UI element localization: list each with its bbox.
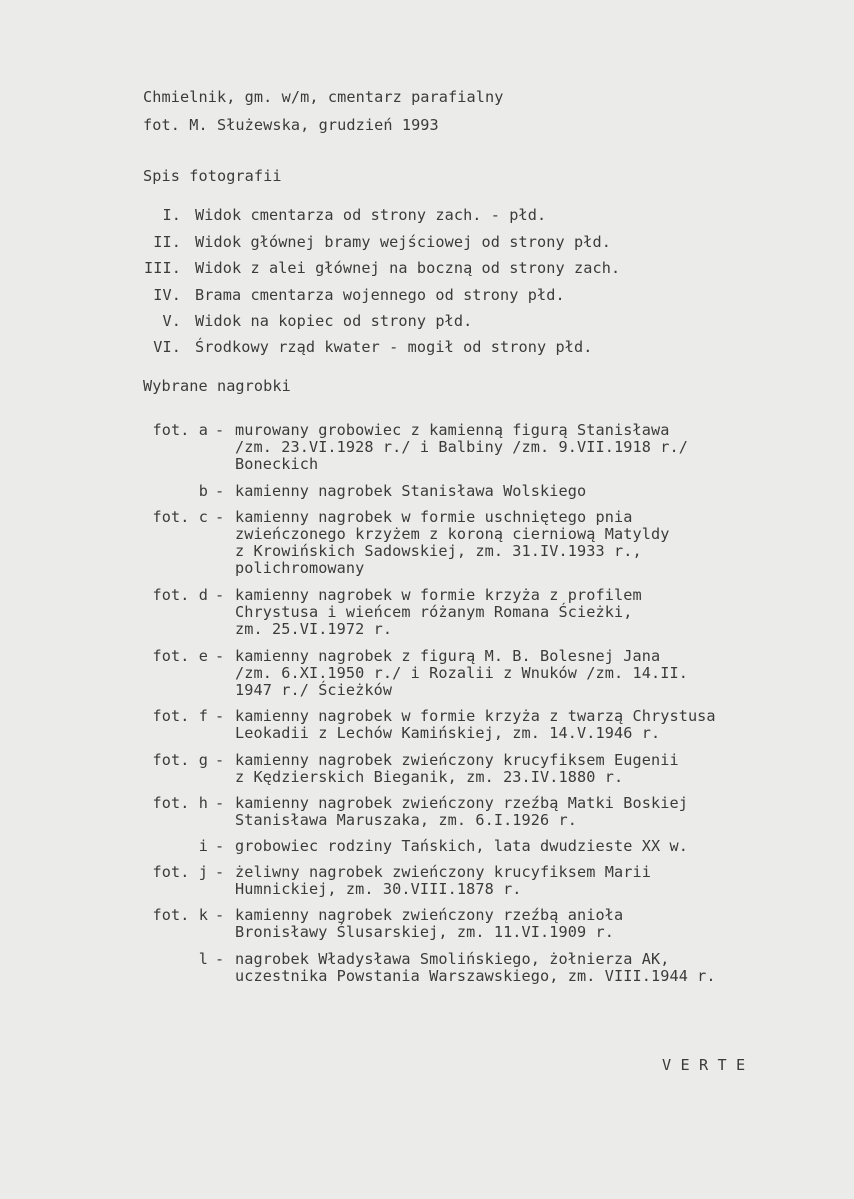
entry-text-line: kamienny nagrobek zwieńczony rzeźbą Matki Boskiej [235,794,688,812]
entry-text-line: kamienny nagrobek zwieńczony krucyfiksem Eugenii [235,751,679,769]
entry-label: fot. d [152,586,208,604]
photo-list-text: Środkowy rząd kwater - mogił od strony płd. [195,338,593,356]
entry-text-line: z Krowińskich Sadowskiej, zm. 31.IV.1933 r., [235,542,642,560]
entry-dash: - [215,421,225,439]
photo-list-number: V. [162,312,181,330]
entry-dash: - [215,647,225,665]
entry-dash: - [215,482,225,500]
entry-label: fot. g [152,751,208,769]
entry-text-line: kamienny nagrobek w formie krzyża z twarzą Chrystusa [235,707,716,725]
entry-text-line: grobowiec rodziny Tańskich, lata dwudzieste XX w. [235,837,688,855]
entry-text-line: żeliwny nagrobek zwieńczony krucyfiksem Marii [235,863,651,881]
photo-list-text: Widok z alei głównej na boczną od strony zach. [195,259,621,277]
entry-text-line: uczestnika Powstania Warszawskiego, zm. VIII.1944 r. [235,967,716,985]
entry-dash: - [215,508,225,526]
photo-list-number: III. [144,259,181,277]
entry-text-line: zwieńczonego krzyżem z koroną cierniową Matyldy [235,525,670,543]
photo-list-number: IV. [153,286,181,304]
photo-list-text: Brama cmentarza wojennego od strony płd. [195,286,565,304]
entry-label: fot. f [152,707,208,725]
entry-dash: - [215,586,225,604]
entry-text-line: nagrobek Władysława Smolińskiego, żołnierza AK, [235,950,670,968]
verte-note: V E R T E [662,1056,746,1074]
entry-text-line: Leokadii z Lechów Kamińskiej, zm. 14.V.1946 r. [235,724,661,742]
entry-text-line: Bronisławy Ślusarskiej, zm. 11.VI.1909 r. [235,923,614,941]
entry-label: fot. e [152,647,208,665]
entry-text-line: z Kędzierskich Bieganik, zm. 23.IV.1880 r. [235,768,624,786]
entry-text-line: Boneckich [235,455,319,473]
tombstones-heading: Wybrane nagrobki [143,377,291,395]
location-line: Chmielnik, gm. w/m, cmentarz parafialny [143,88,504,106]
entry-dash: - [215,837,225,855]
entry-text-line: kamienny nagrobek zwieńczony rzeźbą anioła [235,906,624,924]
entry-text-line: kamienny nagrobek Stanisława Wolskiego [235,482,587,500]
entry-text-line: Humnickiej, zm. 30.VIII.1878 r. [235,880,522,898]
entry-dash: - [215,751,225,769]
entry-dash: - [215,950,225,968]
entry-label: fot. a [152,421,208,439]
entry-text-line: murowany grobowiec z kamienną figurą Stanisława [235,421,670,439]
entry-text-line: kamienny nagrobek w formie krzyża z profilem [235,586,642,604]
entry-dash: - [215,707,225,725]
entry-text-line: polichromowany [235,559,365,577]
entry-label: fot. c [152,508,208,526]
photo-list-heading: Spis fotografii [143,167,282,185]
entry-dash: - [215,794,225,812]
entry-label: fot. h [152,794,208,812]
entry-label: fot. j [152,863,208,881]
entry-label: b [198,482,208,500]
entry-text-line: /zm. 6.XI.1950 r./ i Rozalii z Wnuków /zm. 14.II. [235,664,688,682]
entry-text-line: 1947 r./ Ścieżków [235,681,393,699]
entry-text-line: kamienny nagrobek z figurą M. B. Bolesnej Jana [235,647,661,665]
entry-dash: - [215,906,225,924]
photo-list-text: Widok głównej bramy wejściowej od strony płd. [195,233,611,251]
entry-label: fot. k [152,906,208,924]
photo-list-number: VI. [153,338,181,356]
entry-label: i [198,837,208,855]
photographer-line: fot. M. Służewska, grudzień 1993 [143,116,439,134]
entry-label: l [198,950,208,968]
photo-list-number: II. [153,233,181,251]
entry-text-line: kamienny nagrobek w formie uschniętego pnia [235,508,633,526]
entry-text-line: /zm. 23.VI.1928 r./ i Balbiny /zm. 9.VII.1918 r./ [235,438,688,456]
entry-text-line: zm. 25.VI.1972 r. [235,620,393,638]
entry-dash: - [215,863,225,881]
photo-list-text: Widok cmentarza od strony zach. - płd. [195,206,547,224]
photo-list-text: Widok na kopiec od strony płd. [195,312,473,330]
entry-text-line: Stanisława Maruszaka, zm. 6.I.1926 r. [235,811,578,829]
photo-list-number: I. [162,206,181,224]
entry-text-line: Chrystusa i wieńcem różanym Romana Ścieżki, [235,603,633,621]
